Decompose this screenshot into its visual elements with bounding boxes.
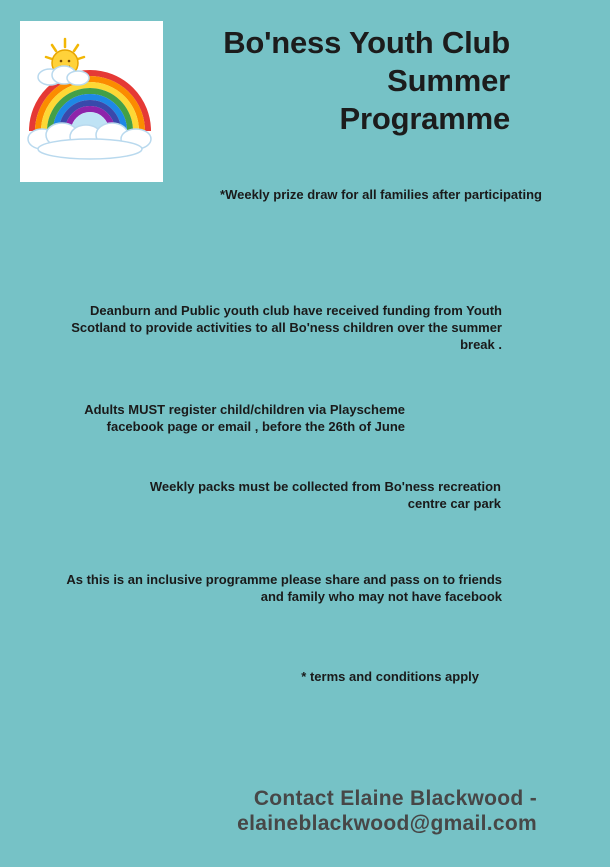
prize-draw-note: *Weekly prize draw for all families after participating bbox=[220, 187, 542, 202]
terms-note: * terms and conditions apply bbox=[301, 669, 479, 684]
inclusive-line-2: and family who may not have facebook bbox=[260, 589, 502, 604]
title-line-2: Summer bbox=[387, 63, 510, 98]
inclusive-paragraph bbox=[20, 571, 502, 605]
registration-paragraph bbox=[40, 401, 405, 435]
contact-name: Contact Elaine Blackwood - bbox=[253, 787, 537, 810]
inclusive-line-1: As this is an inclusive programme please share and pass on to friends bbox=[66, 572, 502, 587]
packs-paragraph bbox=[40, 478, 501, 512]
rainbow-sun-clouds-icon bbox=[20, 21, 163, 182]
rainbow-logo bbox=[20, 21, 163, 182]
page-title bbox=[180, 24, 510, 138]
registration-line-2: facebook page or email , before the 26th of June bbox=[106, 419, 405, 434]
funding-paragraph: Deanburn and Public youth club have received funding from Youth Scotland to provide activities to all Bo'ness children over the summer break . bbox=[71, 303, 502, 352]
registration-line-1: Adults MUST register child/children via Playscheme bbox=[84, 402, 405, 417]
packs-line-2: centre car park bbox=[407, 496, 501, 511]
contact-info bbox=[150, 786, 537, 836]
contact-email: elaineblackwood@gmail.com bbox=[237, 812, 537, 835]
title-line-3: Programme bbox=[339, 101, 510, 136]
title-line-1: Bo'ness Youth Club bbox=[223, 25, 510, 60]
packs-line-1: Weekly packs must be collected from Bo'ness recreation bbox=[149, 479, 501, 494]
